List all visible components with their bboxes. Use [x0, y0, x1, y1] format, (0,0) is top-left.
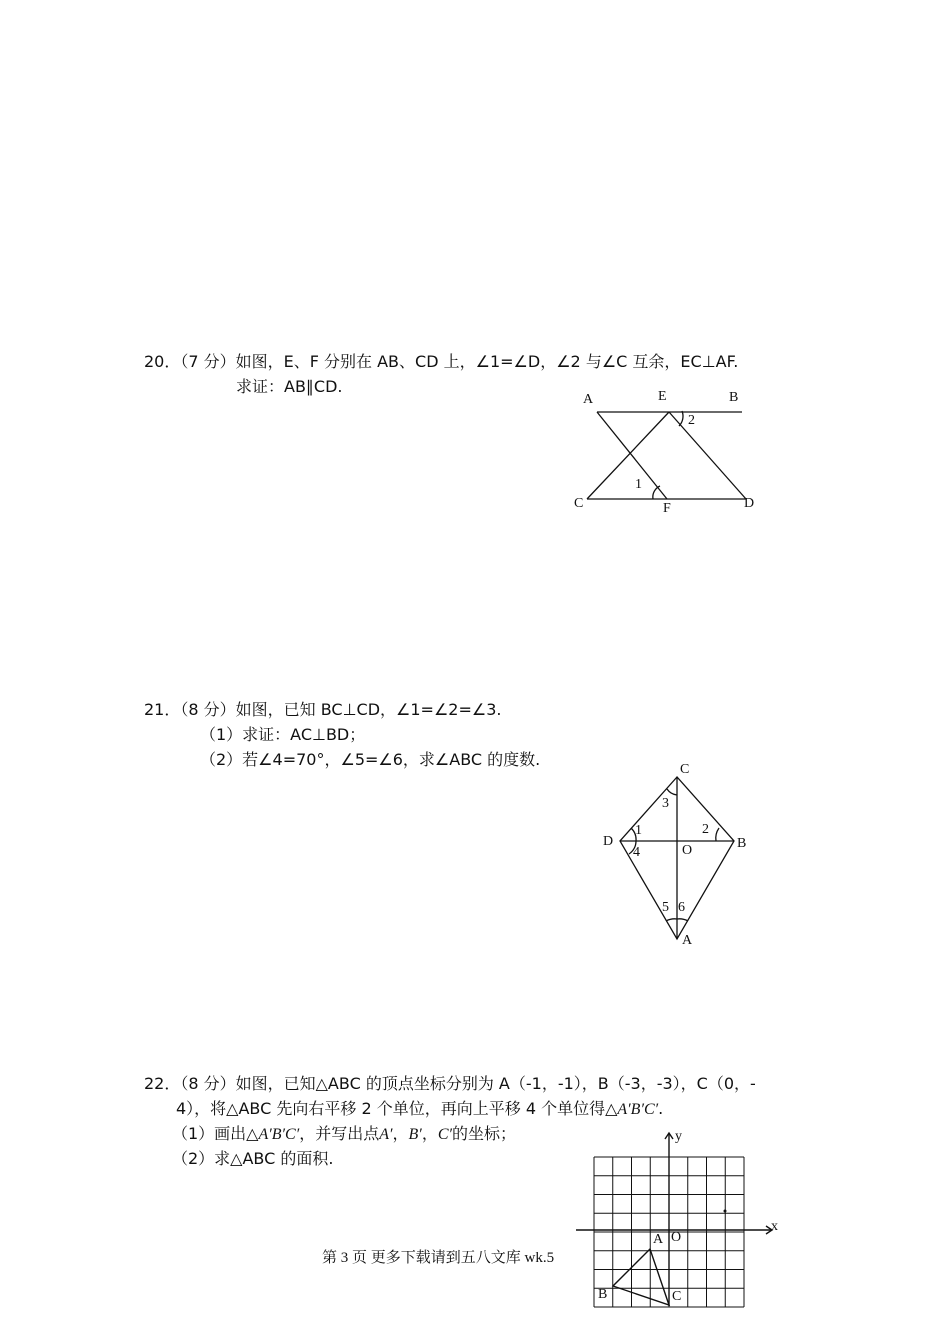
label-angle1: 1 [635, 477, 642, 492]
label-b: B [737, 836, 747, 851]
q22-part1: （1）画出△A′B′C′，并写出点A′，B′，C′的坐标； [172, 1124, 517, 1143]
q22-statement-cont: 4），将△ABC 先向右平移 2 个单位，再向上平移 4 个单位得△A′B′C′. [176, 1099, 664, 1118]
angle3-arc [667, 789, 677, 795]
q22-statement: 22．（8 分）如图，已知△ABC 的顶点坐标分别为 A（-1，-1），B（-3，-3），C（0，- [144, 1074, 756, 1093]
label-b: B [729, 390, 739, 405]
label-o: O [671, 1230, 682, 1245]
label-angle6: 6 [678, 900, 685, 915]
label-angle2: 2 [702, 822, 709, 837]
q21-part1: （1）求证：AC⊥BD； [200, 725, 366, 744]
label-a: A [682, 933, 693, 948]
angle2-arc [716, 828, 719, 841]
q20-figure [570, 385, 770, 520]
label-e: E [658, 389, 667, 404]
label-o: O [682, 843, 693, 858]
label-x: x [771, 1219, 778, 1234]
q21-figure [595, 758, 760, 953]
q22-part2: （2）求△ABC 的面积. [172, 1149, 334, 1168]
label-angle2: 2 [688, 413, 695, 428]
label-y: y [675, 1129, 682, 1144]
page-footer: 第 3 页 更多下载请到五八文库 wk.5 [322, 1250, 555, 1266]
label-a: A [583, 392, 594, 407]
q22-grid-figure [572, 1124, 787, 1320]
grid-dot [724, 1210, 727, 1213]
label-d: D [744, 496, 755, 511]
label-d: D [603, 834, 614, 849]
label-angle3: 3 [662, 796, 669, 811]
q21-statement: 21．（8 分）如图，已知 BC⊥CD，∠1=∠2=∠3. [144, 700, 502, 719]
angle6-arc [677, 919, 688, 921]
q20-prove: 求证：AB∥CD. [236, 377, 343, 396]
label-angle5: 5 [662, 900, 669, 915]
label-angle1: 1 [635, 823, 642, 838]
triangle-abc [613, 1249, 669, 1305]
label-c: C [574, 496, 584, 511]
q21-part2: （2）若∠4=70°，∠5=∠6，求∠ABC 的度数. [200, 750, 541, 769]
label-b: B [598, 1287, 608, 1302]
label-c: C [672, 1289, 682, 1304]
label-angle4: 4 [633, 845, 640, 860]
label-f: F [663, 501, 671, 516]
label-c: C [680, 762, 690, 777]
angle5-arc [666, 919, 677, 921]
label-a: A [653, 1232, 664, 1247]
q20-statement: 20．（7 分）如图，E、F 分别在 AB、CD 上，∠1=∠D，∠2 与∠C 互余，EC⊥AF. [144, 352, 739, 371]
